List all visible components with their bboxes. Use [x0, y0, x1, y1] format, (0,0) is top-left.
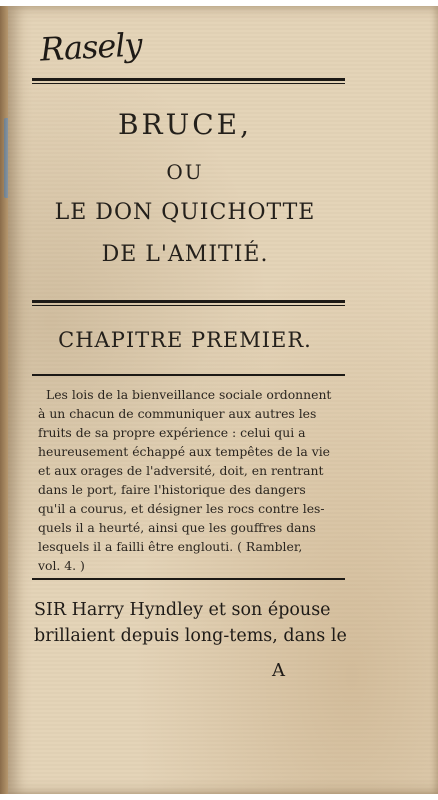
- title-line-1: BRUCE,: [117, 108, 253, 141]
- mid-double-rule: [32, 300, 345, 306]
- signature-mark: A: [272, 660, 285, 681]
- epigraph-bottom-rule: [32, 578, 345, 580]
- epigraph-line: vol. 4. ): [38, 558, 85, 573]
- chapter-heading: CHAPITRE PREMIER.: [58, 328, 312, 352]
- epigraph-line: à un chacun de communiquer aux autres les: [38, 406, 317, 421]
- body-line: SIR Harry Hyndley et son épouse: [34, 600, 331, 620]
- body-line: brillaient depuis long-tems, dans le: [34, 626, 347, 646]
- epigraph-line: heureusement échappé aux tempêtes de la vie: [38, 444, 330, 459]
- epigraph-line: Les lois de la bienveillance sociale ordonnent: [46, 387, 332, 402]
- epigraph-line: quels il a heurté, ainsi que les gouffres dans: [38, 520, 316, 535]
- epigraph-line: qu'il a courus, et désigner les rocs contre les-: [38, 501, 325, 516]
- epigraph-line: fruits de sa propre expérience : celui qui a: [38, 425, 306, 440]
- body-text: [34, 597, 354, 649]
- epigraph-line: dans le port, faire l'historique des dangers: [38, 482, 306, 497]
- epigraph-line: lesquels il a failli être englouti. ( Rambler,: [38, 539, 303, 554]
- handwritten-signature: Rasely: [39, 25, 143, 69]
- title-line-3: LE DON QUICHOTTE: [54, 200, 316, 225]
- title-line-2: OU: [166, 160, 204, 184]
- top-double-rule: [32, 78, 345, 84]
- epigraph: [38, 385, 348, 575]
- epigraph-top-rule: [32, 374, 345, 376]
- epigraph-line: et aux orages de l'adversité, doit, en rentrant: [38, 463, 324, 478]
- title-line-4: DE L'AMITIÉ.: [101, 242, 269, 267]
